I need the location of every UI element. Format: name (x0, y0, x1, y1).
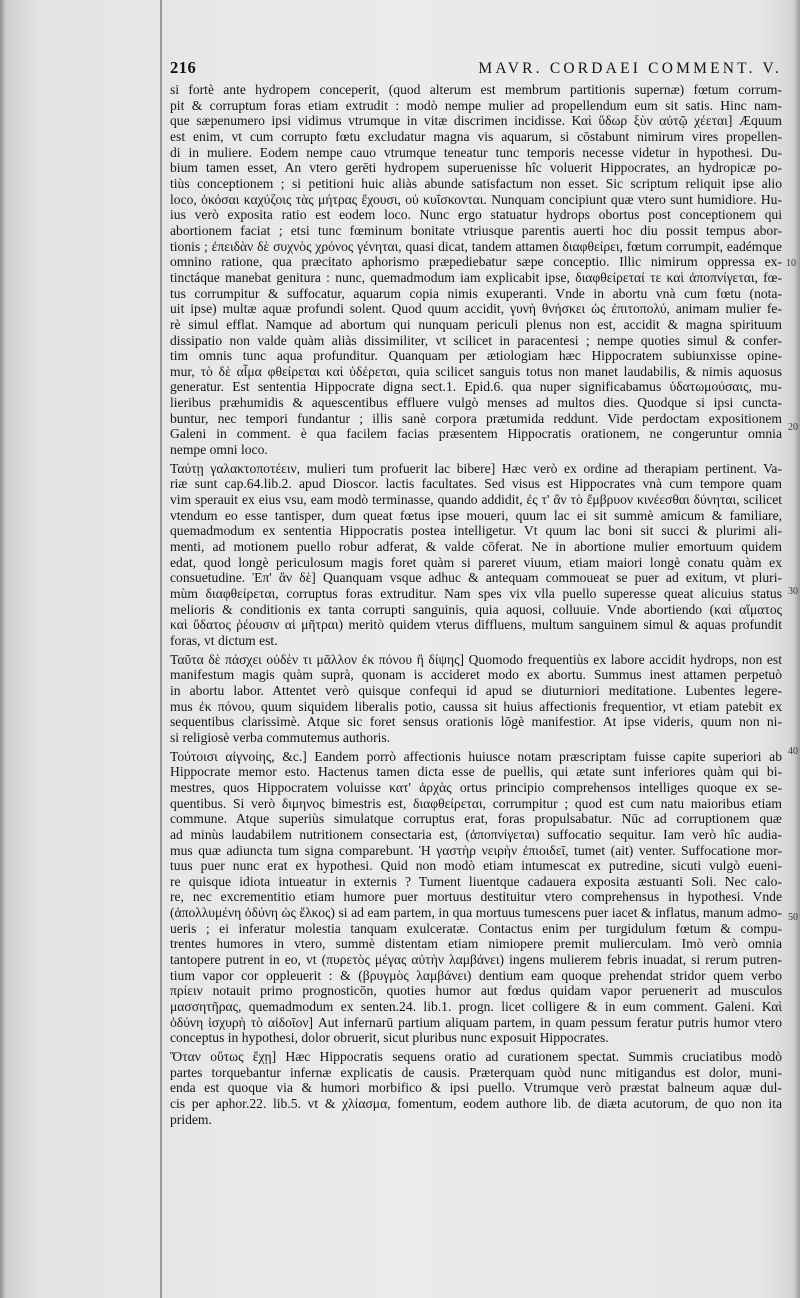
text-line: melioris & conditionis ex tanta corrupti sanguinis, quia aquosi, colluuie. Vnde abortiendo (καὶ αἵματος (170, 601, 782, 617)
page-text-block (170, 58, 782, 1238)
paragraph (170, 1049, 782, 1127)
page-number: 216 (170, 58, 197, 77)
text-line: partes torquebantur infernæ explicatis de causis. Præterquam quòd nunc mitigandus est dolor, muni- (170, 1064, 782, 1080)
text-line: menti, ad motionem puello robur adferat, & valde cōferat. Ne in abortione mulier emortuum quidem (170, 539, 782, 555)
margin-number: 40 (788, 746, 798, 757)
text-line: re, nec excrementitio etiam humore puer mortuus destituitur vtero comprehensus in hypothesi. Vnde (170, 889, 782, 905)
text-line: in abortu labor. Attentet verò quisque confequi id apud se diuturniori meditatione. Lubentes legere- (170, 682, 782, 698)
text-line: tuus puer nunc erat ex hypothesi. Quid non modò etiam intumescat ex putredine, sicuti vulgò eueni- (170, 858, 782, 874)
text-line: ueris ; ei inferatur molestia tanquam exulceratæ. Contactus enim per turgidulum fœtum & compu- (170, 920, 782, 936)
commentary-body (170, 82, 782, 1127)
text-line: tim omnis tunc aqua profunditur. Quanquam per ætiologiam hæc Hippocratem subiunxisse opine- (170, 348, 782, 364)
text-line: mestres, quos Hippocratem voluisse κατ' ἀρχὰς ortus principio comprehensos intelliges quoque ex se- (170, 779, 782, 795)
text-line: pit & corruptum foras etiam extrudit : modò nempe mulier ad propellendum eum sit satis. Hinc nam- (170, 97, 782, 113)
text-line: Τούτοισι αἰγνοίης, &c.] Eandem porrò affectionis huiusce notam præscriptam fuisse capite superiori ab (170, 748, 782, 764)
text-line: cis per aphor.22. lib.5. vt & χλίασμα, fomentum, eodem authore lib. de diæta acutorum, de quo non ita (170, 1096, 782, 1111)
text-line: bium tamen esset, An vtero gerēti hydropem superuenisse hîc voluerit Hippocrates, an hydropicæ po- (170, 160, 782, 176)
margin-number: 30 (788, 586, 798, 597)
text-line: mus quæ adiuncta tum signa comparebunt. Ἡ γαστὴρ νειρὴν ἐπιοιδεῖ, tumet (ait) venter. Suffocatione mor- (170, 842, 782, 858)
text-line: Ὅταν οὕτως ἔχῃ] Hæc Hippocratis sequens oratio ad curationem spectat. Summis cruciatibus modò (170, 1049, 782, 1065)
text-line: si religiosè verba commutemus authoris. (170, 729, 391, 745)
text-line: (ἀπολλυμένη ὀδύνη ὡς ἕλκος) si ad eam partem, in qua mortuus tumescens puer iacet & inflatus, manum admo- (170, 905, 782, 921)
text-line: tium vapor cor oppleuerit : & (βρυγμὸς λαμβάνει) dentium eam quoque prehendat stridor quem verbo (170, 967, 782, 983)
text-line: conceptus in hypothesi, dolor obruerit, sicut pluribus nunc exposuit Hippocrates. (170, 1030, 609, 1046)
text-line: quentibus. Si verò διμηνος bimestris est, διαφθείρεται, corrumpitur ; quod est cum natu maioribus etiam (170, 795, 782, 811)
text-line: vim sperauit ex eius vsu, eam modò terminasse, quando addidit, ἐς τ' ἂν τὸ ἔμβρυον κινέεσθαι δύνηται, scilicet (170, 492, 782, 508)
text-line: buntur, nec tempori fundantur ; illis sanè corpora prætumida reddunt. Vide perdoctam expositionem (170, 410, 782, 426)
text-line: ius verò exposita ratio est eodem loco. Nunc ergo statuatur hydrops obortus post conceptionem qui (170, 207, 782, 223)
text-line: vtendum eo esse tantisper, dum queat fœtus ipse moueri, quum lac ei sit summè amicum & familiare, (170, 507, 782, 523)
text-line: omnino ratione, qua præcitato aphorismo præpediebatur sæpe conceptio. Illic nimirum oppressa ex- (170, 254, 782, 270)
text-line: μασσητῆρας, quemadmodum ex senten.24. lib.1. progn. licet colligere & in eum comment. Galeni. Καὶ (170, 999, 782, 1015)
text-line: si fortè ante hydropem conceperit, (quod alterum est membrum partitionis supernæ) fœtum corrum- (170, 82, 782, 97)
page-edge (794, 0, 800, 1298)
text-line: Hippocrate memor esto. Hactenus tamen dicta esse de puellis, qui ætate sunt inferiores quàm qui bi- (170, 764, 782, 780)
text-line: tiùs conceptionem ; si petitioni huic aliàs abunde satisfactum non esset. Sic scriptum reliquit ipse alio (170, 175, 782, 191)
text-line: rè simul efflat. Namque ad abortum qui nunquam periculi plenus non est, accidit & magna spirituum (170, 316, 782, 332)
text-line: di in muliere. Eodem nempe cauo vtrumque teneatur tunc temporis necesse videtur in hypothesi. Du- (170, 144, 782, 160)
text-line: tantopere putrent in eo, vt (πυρετὸς μέγας αὐτὴν λαμβάνει) ingens mulierem febris inuadat, si rerum putren- (170, 952, 782, 968)
text-line: est enim, vt cum corrupto fœtu excludatur magna vis aquarum, si cōstabunt nimirum vires propellen- (170, 128, 782, 144)
text-line: nempe omni loco. (170, 442, 268, 458)
text-line: tinctáque manebat genitura : nunc, quemadmodum iam explicabit ipse, διαφθείρεταί τε καὶ ἀποπνίγεται, fœ- (170, 269, 782, 285)
text-line: pridem. (170, 1111, 212, 1127)
text-line: Ταύτῃ γαλακτοποτέειν, mulieri tum profuerit lac bibere] Hæc verò ex ordine ad therapiam pertinent. Va- (170, 460, 782, 476)
text-line: edat, quod longè periculosum magis foret quàm si pareret viuum, etiam maiori longè conatu quàm ex (170, 554, 782, 570)
text-line: manifestum magis quàm suprà, quonam is accideret modo ex abortu. Summus inest attamen perpetuò (170, 667, 782, 683)
margin-number: 50 (788, 912, 798, 923)
paragraph (170, 82, 782, 458)
text-line: foras, vt dictum est. (170, 632, 278, 648)
book-gutter-line (160, 0, 162, 1298)
text-line: dissipatio non valde quàm aliàs dissimiliter, vt scilicet in paracentesi ; nempe quoties simul & confer- (170, 332, 782, 348)
text-line: riæ sunt cap.64.lib.2. apud Dioscor. lactis facultates. Sed visus est Hippocrates vnà cum tempore quam (170, 476, 782, 492)
paragraph (170, 461, 782, 649)
running-title: MAVR. CORDAEI COMMENT. V. (478, 60, 782, 77)
text-line: commune. Atque superiùs simulatque corruptus erat, foras propulsabatur. Nūc ad corruptionem quæ (170, 811, 782, 827)
margin-number: 20 (788, 422, 798, 433)
text-line: consuetudine. Ἐπ' ἂν δὲ] Quanquam vsque adhuc & antequam commoueat se puer ad exitum, vt pluri- (170, 570, 782, 586)
text-line: re quisque idiota intueatur in externis ? Tument liuentque cadauera exposita æstuanti Soli. Nec calo- (170, 873, 782, 889)
text-line: lieribus præhumidis & aquescentibus effluere vulgò menses ad multos dies. Quodque si ipsi cuncta- (170, 395, 782, 411)
text-line: πρίειν notauit primo prognosticōn, quoties humor aut fœdus quidam vapor perueneriτ ad musculos (170, 983, 782, 999)
text-line: sequentibus clarissimè. Atque sic foret sensus orationis lōgè manifestior. At ipse videris, quum non ni- (170, 714, 782, 730)
text-line: ὀδύνη ἰσχυρὴ τὸ αἰδοῖον] Aut infernarū partium aliquam partem, in quam pessum feratur putris humor vtero (170, 1014, 782, 1030)
text-line: Ταῦτα δὲ πάσχει οὐδὲν τι μᾶλλον ἐκ πόνου ἢ δίψης] Quomodo frequentiùs ex labore accidit hydrops, non est (170, 651, 782, 667)
page-header (170, 58, 782, 80)
text-line: tionis ; ἐπειδὰν δὲ συχνὸς χρόνος γένηται, quasi dicat, tandem attamen διαφθείρει, fœtum corrumpit, eadémque (170, 238, 782, 254)
text-line: ad minùs laudabilem nutritionem consectaria est, (ἀποπνίγεται) suffocatio sequitur. Iam verò hîc audia- (170, 826, 782, 842)
text-line: tus corrumpitur & suffocatur, aquarum copia nimis exuperanti. Vnde in abortu vnà cum fœtu (nota- (170, 285, 782, 301)
text-line: trentes humores in vtero, summè distentam etiam nimiopere premit mulierculam. Imò verò omnia (170, 936, 782, 952)
text-line: uit ipse) multæ aquæ profundi solent. Quod quum accidit, γυνὴ θνήσκει ὡς ἐπιτοπολύ, animam mulier fe- (170, 301, 782, 317)
text-line: enda est quoque via & humori morbifico & ipsi puello. Vtrumque verò præstat balneum aquæ dul- (170, 1080, 782, 1096)
paragraph (170, 749, 782, 1046)
text-line: καὶ ὕδατος ῥέουσιν αἱ μῆτραι) meritò quidem vterus diffluens, multum sanguinem simul & aquas profundit (170, 617, 782, 633)
text-line: Galeni in comment. è qua facilem facias præsentem Hippocratis orationem, ne congeruntur omnia (170, 426, 782, 442)
margin-number: 10 (786, 258, 796, 269)
text-line: mùm διαφθείρεται, corruptus foras extruditur. Nam spes vix vlla puello superesse queat alicuius status (170, 586, 782, 601)
text-line: mus ἐκ πόνου, quum siquidem liberalis potio, caussa sit huius affectionis frequentior, vt etiam patebit ex (170, 698, 782, 714)
text-line: loco, ὁκόσαι καχύζοις τὰς μήτρας ἔχουσι, οὐ κυΐσκονται. Nunquam concipiunt quæ vtero sunt humidiore. Hu- (170, 191, 782, 207)
text-line: que sæpenumero ipsi vidimus vtrumque in vitæ discrimen incidisse. Καὶ ὕδωρ ξὺν αὐτῷ χέεται] Æquum (170, 113, 782, 129)
text-line: mur, τὸ δὲ αἷμα φθείρεται καὶ ὑδέρεται, quia scilicet sanguis totus non manet laudabilis, & nimis aquosus (170, 363, 782, 379)
text-line: abortionem faciat ; etsi tunc fœminum bonitate vtriusque parentis auerti hoc diu possit tempus abor- (170, 222, 782, 238)
text-line: generatur. Est sententia Hippocrate digna sect.1. Epid.6. qua nuper significabamus ὑδατωμούσαις, mu- (170, 379, 782, 395)
text-line: quemadmodum ex sententia Hippocratis postea intelligetur. Vt quum lac boni sit succi & plurimi ali- (170, 523, 782, 539)
paragraph (170, 652, 782, 746)
